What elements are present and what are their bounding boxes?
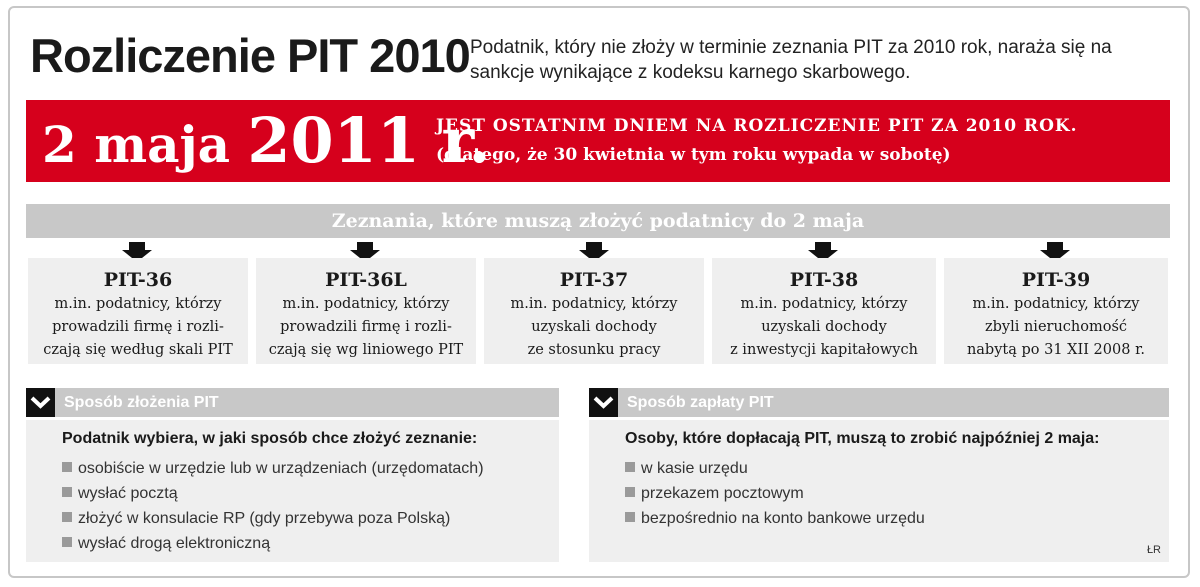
filers-header: Zeznania, które muszą złożyć podatnicy do 2 maja xyxy=(26,204,1170,238)
list-item-text: wysłać pocztą xyxy=(78,485,178,502)
pit-desc-line: m.in. podatnicy, którzy xyxy=(740,296,908,312)
bullet-square-icon xyxy=(62,537,72,547)
pit-desc-line: uzyskali dochody xyxy=(761,319,887,335)
pit-card-pit38 xyxy=(712,258,936,364)
filing-section-header xyxy=(26,388,559,417)
pit-desc-line: nabytą po 31 XII 2008 r. xyxy=(966,342,1146,358)
pit-card-pit36 xyxy=(28,258,248,364)
pit-desc-line: m.in. podatnicy, którzy xyxy=(282,296,450,312)
deadline-note: (dlatego, że 30 kwietnia w tym roku wypada w sobotę) xyxy=(436,145,951,165)
list-item-text: przekazem pocztowym xyxy=(641,485,804,502)
pit-desc-line: zbyli nieruchomość xyxy=(984,319,1128,335)
deadline-day: 2 maja xyxy=(42,115,248,174)
pit-name: PIT-36 xyxy=(103,269,173,291)
list-item-text: w kasie urzędu xyxy=(641,460,748,477)
deadline-banner xyxy=(26,100,1170,182)
payment-list xyxy=(625,456,925,531)
deadline-headline: JEST OSTATNIM DNIEM NA ROZLICZENIE PIT ZA 2010 ROK. xyxy=(436,116,1078,136)
bullet-square-icon xyxy=(625,462,635,472)
list-item-text: złożyć w konsulacie RP (gdy przebywa poza Polską) xyxy=(78,510,451,527)
pit-desc-line: m.in. podatnicy, którzy xyxy=(972,296,1140,312)
pit-name: PIT-39 xyxy=(1021,269,1091,291)
pit-name: PIT-37 xyxy=(559,269,629,291)
bullet-square-icon xyxy=(62,462,72,472)
payment-section-body xyxy=(589,420,1169,562)
list-item-text: wysłać drogą elektroniczną xyxy=(78,535,271,552)
pit-card-pit39 xyxy=(944,258,1168,364)
page-title: Rozliczenie PIT 2010 xyxy=(30,29,470,82)
filing-lead: Podatnik wybiera, w jaki sposób chce złożyć zeznanie: xyxy=(62,430,478,447)
author-credit: ŁR xyxy=(1146,544,1161,556)
pit-desc-line: uzyskali dochody xyxy=(531,319,657,335)
pit-name: PIT-38 xyxy=(789,269,859,291)
bullet-square-icon xyxy=(62,512,72,522)
list-item xyxy=(62,481,484,506)
list-item xyxy=(625,456,925,481)
filing-section-title: Sposób złożenia PIT xyxy=(64,394,219,411)
pit-desc-line: m.in. podatnicy, którzy xyxy=(54,296,222,312)
list-item xyxy=(62,531,484,556)
list-item xyxy=(62,456,484,481)
pit-desc-line: m.in. podatnicy, którzy xyxy=(510,296,678,312)
deadline-date xyxy=(42,102,490,196)
list-item-text: bezpośrednio na konto bankowe urzędu xyxy=(641,510,925,527)
bullet-square-icon xyxy=(625,487,635,497)
pit-card-pit37 xyxy=(484,258,704,364)
pit-name: PIT-36L xyxy=(325,269,407,291)
pit-desc-line: z inwestycji kapitałowych xyxy=(730,342,918,358)
pit-desc-line: czają się wg liniowego PIT xyxy=(268,342,464,358)
list-item xyxy=(625,481,925,506)
bullet-square-icon xyxy=(625,512,635,522)
check-icon xyxy=(26,388,55,417)
bullet-square-icon xyxy=(62,487,72,497)
intro-text: Podatnik, który nie złoży w terminie zeznania PIT za 2010 rok, naraża się na sankcje wynikające z kodeksu karnego skarbowego. xyxy=(470,37,1112,83)
filing-list xyxy=(62,456,484,556)
pit-card-pit36l xyxy=(256,258,476,364)
pit-desc-line: prowadzili firmę i rozli- xyxy=(280,319,452,335)
payment-section-header xyxy=(589,388,1169,417)
list-item xyxy=(625,506,925,531)
pit-desc-line: czają się według skali PIT xyxy=(43,342,233,358)
payment-section-title: Sposób zapłaty PIT xyxy=(627,394,774,411)
check-icon xyxy=(589,388,618,417)
list-item-text: osobiście w urzędzie lub w urządzeniach (urzędomatach) xyxy=(78,460,484,477)
filing-section-body xyxy=(26,420,559,562)
list-item xyxy=(62,506,484,531)
pit-desc-line: ze stosunku pracy xyxy=(527,342,661,358)
payment-lead: Osoby, które dopłacają PIT, muszą to zrobić najpóźniej 2 maja: xyxy=(625,430,1100,447)
deadline-year: 2011 r. xyxy=(247,104,491,177)
pit-desc-line: prowadzili firmę i rozli- xyxy=(52,319,224,335)
